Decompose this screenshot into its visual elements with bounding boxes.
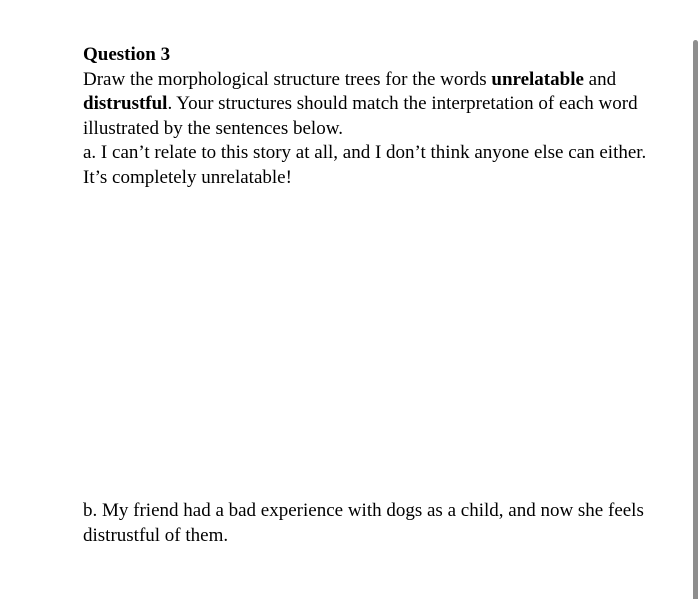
- question-instructions: [83, 68, 658, 142]
- part-a-sentence: a. I can’t relate to this story at all, and I don’t think anyone else can either. It’s completely unrelatable!: [83, 142, 647, 188]
- vertical-scrollbar[interactable]: [693, 40, 698, 599]
- word-unrelatable: unrelatable: [491, 68, 584, 90]
- instructions-text-end: . Your structures should match the interpretation of each word illustrated by the sentences below.: [83, 93, 638, 139]
- word-distrustful: distrustful: [83, 93, 168, 114]
- instructions-text-start: Draw the morphological structure trees for the words: [83, 68, 492, 90]
- question-document: [83, 43, 658, 190]
- part-b-sentence: b. My friend had a bad experience with dogs as a child, and now she feels distrustful of them.: [83, 500, 644, 546]
- question-title: Question 3: [83, 44, 171, 65]
- instructions-conjunction: and: [583, 68, 617, 90]
